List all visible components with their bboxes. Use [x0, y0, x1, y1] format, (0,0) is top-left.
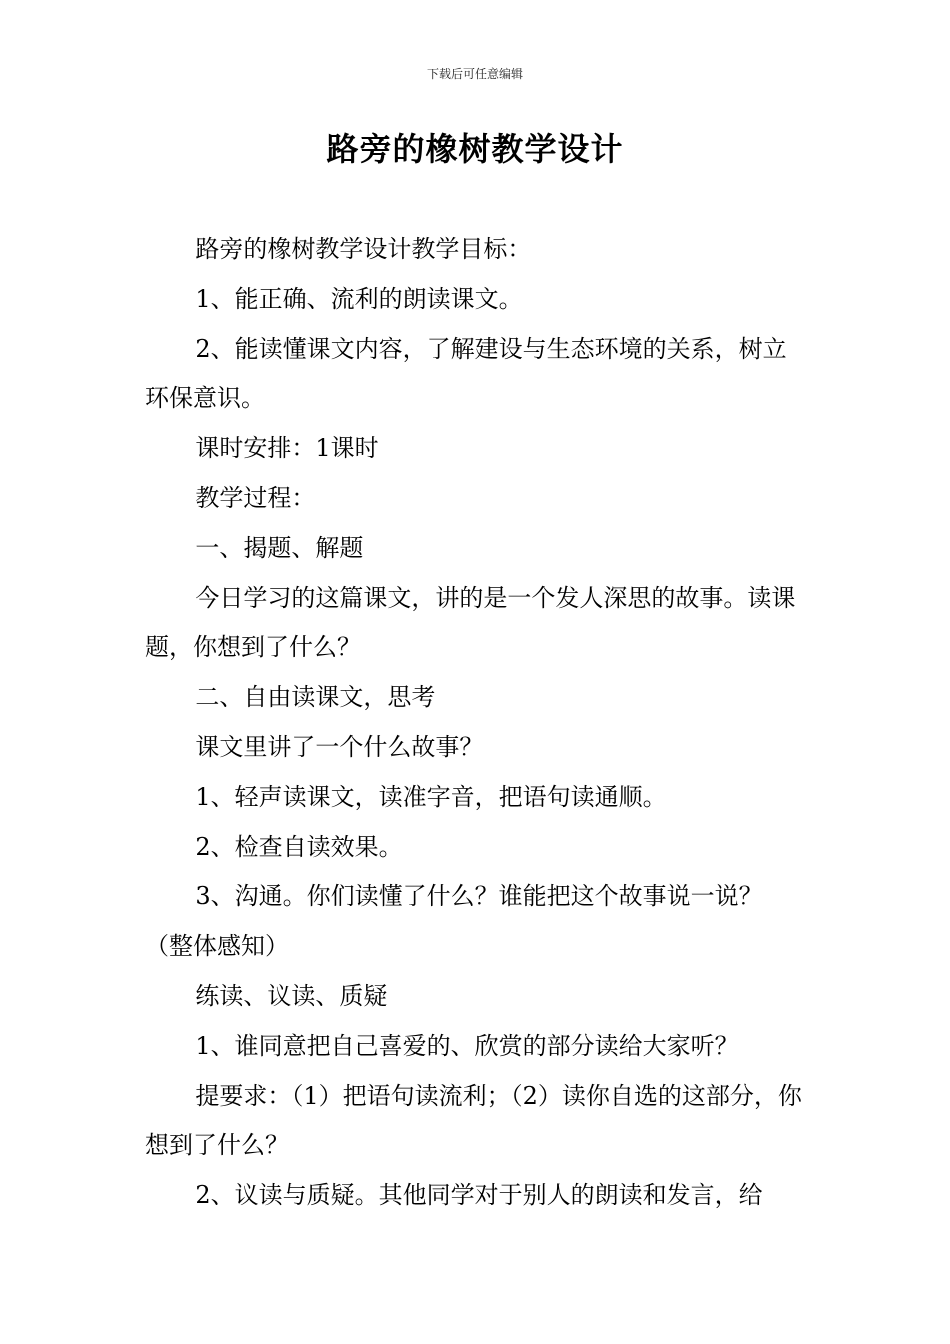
paragraph: 课时安排：1课时	[195, 434, 379, 463]
paragraph: 今日学习的这篇课文，讲的是一个发人深思的故事。读课题，你想到了什么？	[145, 583, 796, 662]
paragraph: 1、能正确、流利的朗读课文。	[195, 284, 523, 313]
paragraph: 课文里讲了一个什么故事？	[195, 732, 484, 761]
paragraph: 1、轻声读课文，读准字音，把语句读通顺。	[195, 782, 667, 811]
paragraph: 路旁的橡树教学设计教学目标：	[195, 235, 532, 263]
paragraph: 提要求：（1）把语句读流利；（2）读你自选的这部分，你想到了什么？	[145, 1081, 802, 1160]
paragraph: 练读、议读、质疑	[195, 981, 388, 1010]
paragraph: 2、议读与质疑。其他同学对于别人的朗读和发言，给	[195, 1181, 763, 1210]
document-title: 路旁的橡树教学设计	[326, 130, 624, 168]
paragraph: 2、检查自读效果。	[195, 832, 403, 861]
paragraph: 一、揭题、解题	[195, 533, 364, 562]
paragraph: 2、能读懂课文内容，了解建设与生态环境的关系，树立环保意识。	[145, 334, 787, 413]
paragraph: 1、谁同意把自己喜爱的、欣赏的部分读给大家听？	[195, 1031, 739, 1060]
header-note: 下载后可任意编辑	[426, 67, 523, 81]
paragraph: 二、自由读课文，思考	[195, 683, 436, 712]
document-body	[145, 225, 807, 1221]
paragraph: 3、沟通。你们读懂了什么？谁能把这个故事说一说？（整体感知）	[145, 882, 763, 961]
paragraph: 教学过程：	[195, 483, 316, 512]
